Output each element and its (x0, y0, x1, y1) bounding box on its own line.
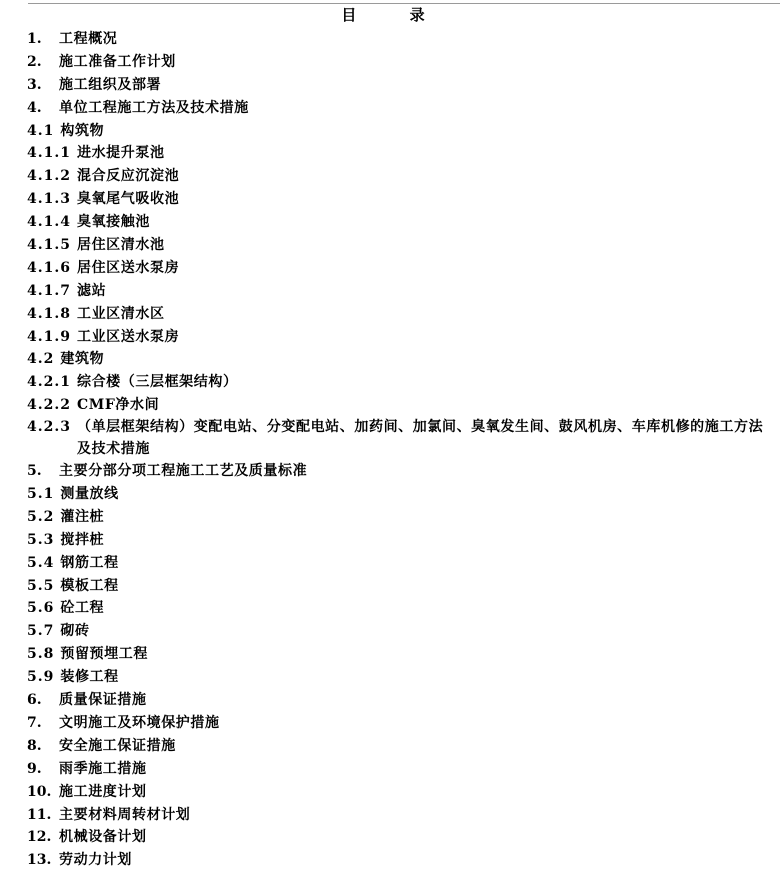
toc-entry-text: 钢筋工程 (60, 554, 119, 571)
toc-entry-number: 5.2 (27, 508, 55, 525)
toc-entry-text: 灌注桩 (60, 508, 105, 525)
toc-entry[interactable] (27, 280, 780, 303)
toc-entry[interactable] (27, 394, 780, 417)
toc-entry-text: 劳动力计划 (59, 852, 132, 869)
toc-entry[interactable] (27, 689, 780, 712)
toc-entry-number: 5.7 (27, 623, 55, 640)
toc-entry[interactable] (27, 552, 780, 575)
page-top-rule (28, 0, 780, 4)
toc-entry[interactable] (27, 712, 780, 735)
toc-entry[interactable] (27, 120, 780, 143)
toc-entry[interactable] (27, 234, 780, 257)
toc-entry-number: 11. (27, 806, 52, 823)
toc-entry[interactable] (27, 211, 780, 234)
toc-entry-number: 4.1.2 (27, 168, 71, 185)
toc-entry-text: （单层框架结构）变配电站、分变配电站、加药间、加氯间、臭氧发生间、鼓风机房、车库机修的施工方法及技术措施 (76, 419, 764, 457)
toc-entry[interactable] (27, 165, 780, 188)
toc-entry-text: 模板工程 (60, 577, 119, 594)
toc-entry-text: 主要分部分项工程施工工艺及质量标准 (59, 463, 308, 480)
toc-entry[interactable] (27, 620, 780, 643)
toc-entry-text: CMF净水间 (76, 397, 160, 414)
toc-entry-number: 4.1.9 (27, 328, 71, 345)
toc-entry-text: 单位工程施工方法及技术措施 (59, 99, 249, 116)
toc-entry[interactable] (27, 51, 780, 74)
toc-entry[interactable] (27, 781, 780, 804)
toc-entry[interactable] (27, 257, 780, 280)
toc-entry-text: 质量保证措施 (59, 692, 147, 709)
toc-entry-number: 5.8 (27, 646, 55, 663)
toc-entry-number: 5.9 (27, 669, 55, 686)
toc-entry-number: 8. (27, 737, 42, 754)
toc-entry[interactable] (27, 303, 780, 326)
toc-entry-number: 4.1.4 (27, 214, 71, 231)
toc-entry-text: 施工组织及部署 (59, 76, 162, 93)
toc-entry-number: 6. (27, 692, 42, 709)
toc-entry-text: 工业区送水泵房 (76, 328, 180, 345)
toc-entry-number: 12. (27, 829, 52, 846)
toc-entry-number: 5. (27, 463, 42, 480)
toc-entry[interactable] (27, 460, 780, 483)
toc-entry-number: 4.1.1 (27, 145, 71, 162)
toc-entry-number: 4.1.7 (27, 282, 71, 299)
toc-entry[interactable] (27, 74, 780, 97)
toc-entry-text: 测量放线 (60, 486, 119, 503)
toc-entry-text: 臭氧接触池 (76, 214, 150, 231)
toc-entry-text: 居住区送水泵房 (76, 259, 180, 276)
toc-entry-number: 5.6 (27, 600, 55, 617)
toc-entry-number: 4.1.3 (27, 191, 71, 208)
toc-entry-text: 居住区清水池 (76, 237, 165, 254)
toc-entry-number: 4.1.6 (27, 259, 71, 276)
toc-entry-text: 安全施工保证措施 (59, 737, 176, 754)
toc-entry[interactable] (27, 97, 780, 120)
toc-entry-text: 工程概况 (59, 31, 118, 47)
toc-entry-number: 3. (27, 76, 42, 93)
toc-entry[interactable] (27, 849, 780, 872)
toc-entry[interactable] (27, 348, 780, 371)
toc-entry-text: 施工进度计划 (59, 783, 147, 800)
toc-entry-text: 构筑物 (60, 122, 105, 139)
toc-entry-number: 4.2.3 (27, 419, 71, 436)
toc-entry-text: 砼工程 (60, 600, 105, 617)
toc-entry-text: 搅拌桩 (60, 531, 105, 548)
toc-entry-number: 2. (27, 53, 42, 70)
toc-entry-number: 4.1 (27, 122, 55, 139)
toc-entry-number: 5.5 (27, 577, 55, 594)
toc-entry[interactable] (27, 483, 780, 506)
toc-entry-number: 13. (27, 852, 52, 869)
toc-entry[interactable] (27, 28, 780, 51)
toc-entry-number: 5.3 (27, 531, 55, 548)
toc-entry[interactable] (27, 735, 780, 758)
toc-entry[interactable] (27, 188, 780, 211)
toc-entry-text: 综合楼（三层框架结构） (76, 374, 238, 391)
toc-entry-number: 4. (27, 99, 42, 116)
toc-entry-number: 4.2.1 (27, 374, 71, 391)
toc-title: 目 录 (341, 6, 449, 24)
toc-entry[interactable] (27, 666, 780, 689)
toc-entry-number: 7. (27, 714, 42, 731)
toc-entry[interactable] (27, 575, 780, 598)
toc-entry-text: 文明施工及环境保护措施 (59, 714, 220, 731)
toc-entry-text: 雨季施工措施 (59, 760, 147, 777)
toc-entry-text: 混合反应沉淀池 (76, 168, 180, 185)
toc-entry-text: 工业区清水区 (76, 305, 165, 322)
toc-entry-text: 机械设备计划 (59, 829, 147, 846)
toc-entry-text: 臭氧尾气吸收池 (76, 191, 180, 208)
toc-entry-number: 10. (27, 783, 52, 800)
toc-entry-number: 4.2 (27, 351, 55, 368)
toc-entry-number: 5.4 (27, 554, 55, 571)
toc-entry[interactable] (27, 326, 780, 349)
toc-entry[interactable] (27, 371, 780, 394)
toc-entry-text: 砌砖 (60, 623, 90, 640)
toc-entry-text: 滤站 (76, 282, 107, 299)
toc-entry-number: 5.1 (27, 486, 55, 503)
toc-entry[interactable] (27, 758, 780, 781)
toc-entry-text: 建筑物 (60, 351, 105, 368)
toc-entry[interactable] (27, 804, 780, 827)
toc-entry-text: 装修工程 (60, 669, 119, 686)
toc-entry[interactable] (27, 417, 780, 460)
toc-entry[interactable] (27, 506, 780, 529)
toc-entry[interactable] (27, 597, 780, 620)
toc-entry-number: 9. (27, 760, 42, 777)
toc-entry[interactable] (27, 142, 780, 165)
toc-entry[interactable] (27, 529, 780, 552)
toc-list (27, 28, 780, 872)
toc-entry-text: 预留预埋工程 (60, 646, 148, 663)
toc-entry[interactable] (27, 643, 780, 666)
toc-entry-text: 主要材料周转材计划 (59, 806, 191, 823)
toc-entry-number: 4.1.5 (27, 237, 71, 254)
toc-entry-number: 1. (27, 31, 42, 47)
toc-entry[interactable] (27, 826, 780, 849)
toc-entry-text: 进水提升泵池 (76, 145, 165, 162)
toc-entry-number: 4.1.8 (27, 305, 71, 322)
toc-entry-text: 施工准备工作计划 (59, 53, 176, 70)
toc-entry-number: 4.2.2 (27, 397, 71, 414)
